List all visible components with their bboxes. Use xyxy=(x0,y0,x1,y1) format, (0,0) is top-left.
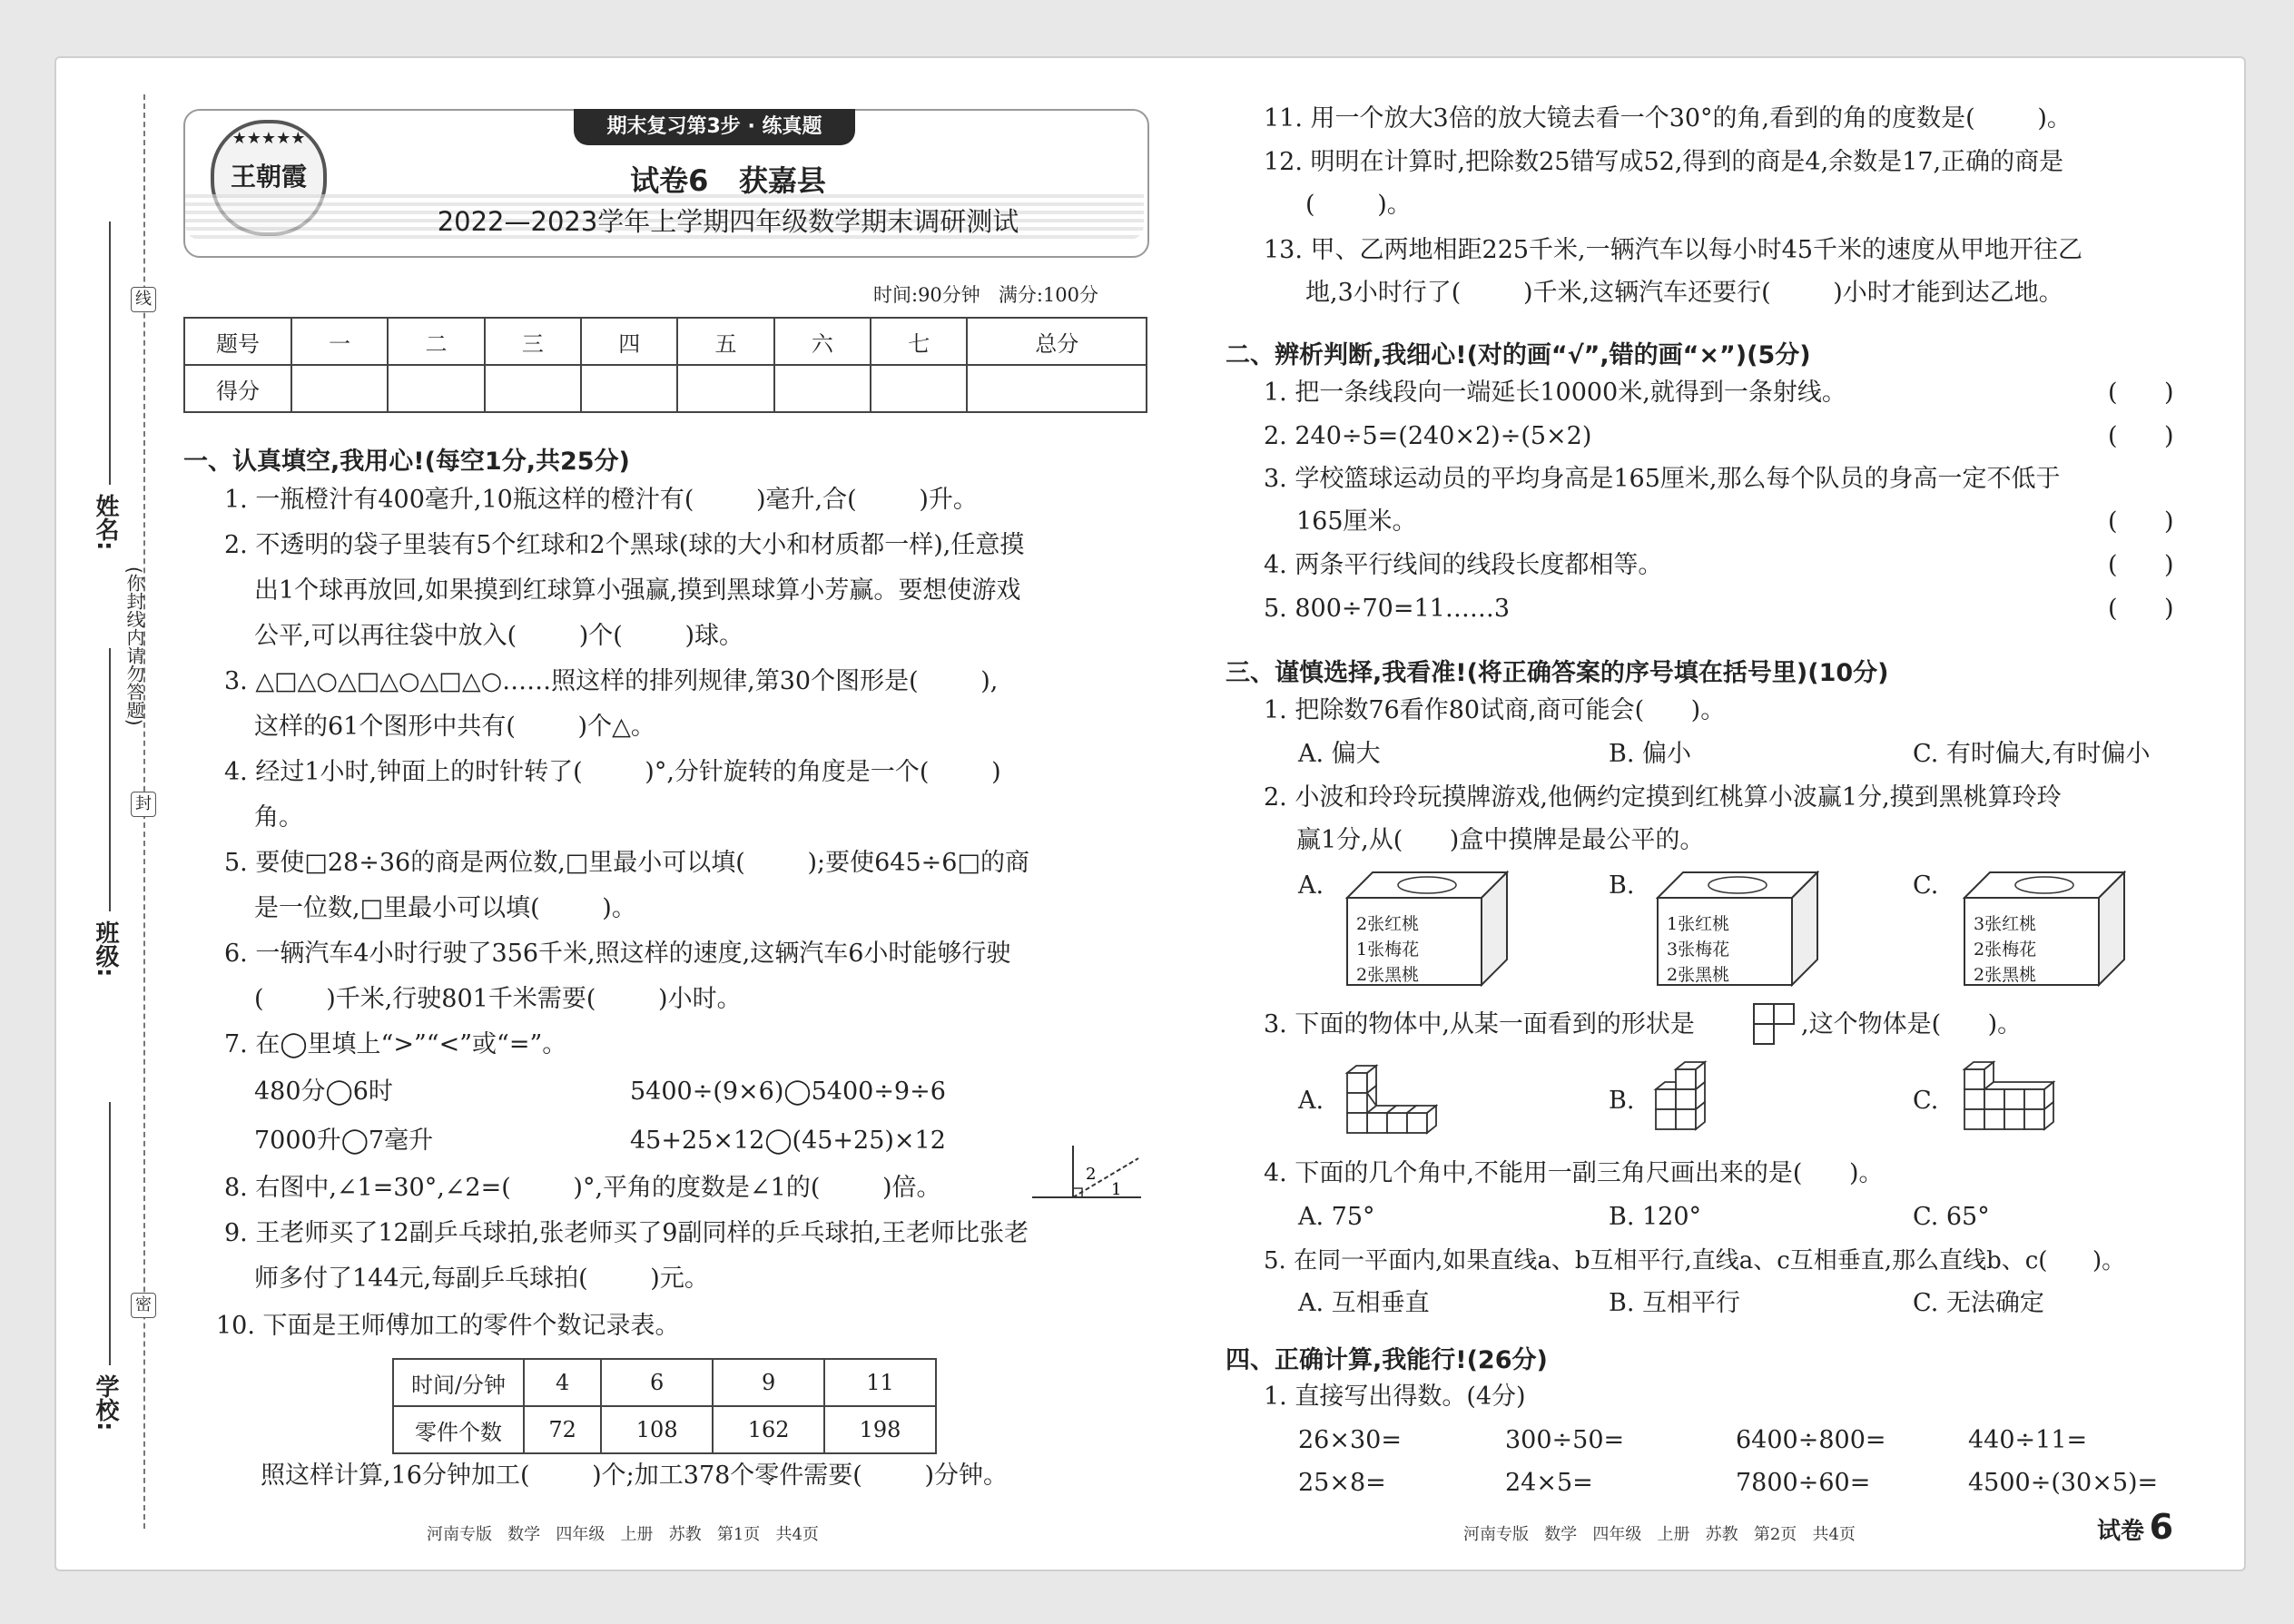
score-table xyxy=(183,317,1147,413)
record-cell: 162 xyxy=(713,1406,824,1453)
judge-answer-4[interactable]: ( ) xyxy=(2108,551,2174,579)
record-time-row xyxy=(393,1359,936,1406)
question-1-3b: 这样的61个图形中共有( )个△。 xyxy=(254,713,655,741)
section1-title: 一、认真填空,我用心!(每空1分,共25分) xyxy=(183,448,630,476)
score-input[interactable] xyxy=(677,365,773,412)
record-cell: 108 xyxy=(601,1406,713,1453)
binding-notice: (你封线内请勿答题) xyxy=(123,566,145,726)
choice-q2a: 2. 小波和玲玲玩摸牌游戏,他俩约定摸到红桃算小波赢1分,摸到黑桃算玲玲 xyxy=(1264,783,2062,812)
score-cell: 七 xyxy=(871,318,967,365)
score-cell: 五 xyxy=(677,318,773,365)
calc-item: 25×8= xyxy=(1298,1469,1386,1497)
question-1-10b: 照这样计算,16分钟加工( )个;加工378个零件需要( )分钟。 xyxy=(261,1462,1009,1490)
card-box-c xyxy=(1963,871,2126,987)
score-cell: 题号 xyxy=(184,318,291,365)
choice-q5-opt-c[interactable]: C. 无法确定 xyxy=(1913,1289,2044,1317)
cubes-option-b xyxy=(1647,1055,1728,1137)
view-shape-icon xyxy=(1752,1002,1797,1049)
question-1-2c: 公平,可以再往袋中放入( )个( )球。 xyxy=(254,622,744,650)
judge-item-2: 2. 240÷5=(240×2)÷(5×2) xyxy=(1264,422,1592,450)
choice-q1-opt-a[interactable]: A. 偏大 xyxy=(1298,740,1381,768)
angle-figure xyxy=(1028,1138,1146,1202)
section2-title: 二、辨析判断,我细心!(对的画“√”,错的画“×”)(5分) xyxy=(1226,341,1811,369)
compare-item-4: 45+25×12◯(45+25)×12 xyxy=(630,1127,946,1155)
seal-mark-seal: 封 xyxy=(131,792,156,817)
score-input[interactable] xyxy=(967,365,1147,412)
name-field-line[interactable] xyxy=(109,221,111,485)
question-1-2a: 2. 不透明的袋子里装有5个红球和2个黑球(球的大小和材质都一样),任意摸 xyxy=(224,531,1025,559)
card-box-a-line1: 2张红桃 xyxy=(1356,914,1420,934)
choice-q1: 1. 把除数76看作80试商,商可能会( )。 xyxy=(1264,696,1726,724)
question-1-11: 11. 用一个放大3倍的放大镜去看一个30°的角,看到的角的度数是( )。 xyxy=(1264,104,2072,133)
record-cell: 9 xyxy=(713,1359,824,1406)
judge-item-3b: 165厘米。 xyxy=(1296,507,1417,536)
calc-item: 7800÷60= xyxy=(1736,1469,1871,1497)
card-box-b xyxy=(1656,871,1819,987)
angle-label-1: 1 xyxy=(1111,1180,1122,1199)
record-cell: 72 xyxy=(524,1406,601,1453)
compare-item-3: 7000升◯7毫升 xyxy=(254,1127,434,1155)
question-1-9b: 师多付了144元,每副乒乓球拍( )元。 xyxy=(254,1265,709,1293)
school-field-line[interactable] xyxy=(109,1102,111,1365)
exam-sheet xyxy=(54,56,2246,1571)
question-1-3a: 3. △□△○△□△○△□△○……照这样的排列规律,第30个图形是( ), xyxy=(224,667,999,695)
choice-q5: 5. 在同一平面内,如果直线a、b互相平行,直线a、c互相垂直,那么直线b、c( )。 xyxy=(1264,1247,2126,1275)
score-cell: 三 xyxy=(485,318,581,365)
score-row-label: 得分 xyxy=(184,365,291,412)
paper-title: 试卷6 获嘉县 xyxy=(630,163,826,198)
score-input[interactable] xyxy=(291,365,388,412)
card-box-b-line3: 2张黑桃 xyxy=(1667,965,1730,985)
record-cell: 198 xyxy=(824,1406,936,1453)
compare-item-2: 5400÷(9×6)◯5400÷9÷6 xyxy=(630,1078,946,1106)
card-box-a-line2: 1张梅花 xyxy=(1356,940,1420,960)
choice-q4-opt-c[interactable]: C. 65° xyxy=(1913,1203,1990,1231)
question-1-6b: ( )千米,行驶801千米需要( )小时。 xyxy=(254,985,742,1013)
choice-q1-opt-b[interactable]: B. 偏小 xyxy=(1609,740,1692,768)
logo-stars: ★★★★★ xyxy=(231,129,306,148)
cubes-option-c xyxy=(1955,1057,2073,1138)
score-cell: 总分 xyxy=(967,318,1147,365)
record-cell: 4 xyxy=(524,1359,601,1406)
score-input[interactable] xyxy=(485,365,581,412)
footer-right: 河南专版 数学 四年级 上册 苏教 第2页 共4页 xyxy=(1463,1525,1856,1544)
question-1-12a: 12. 明明在计算时,把除数25错写成52,得到的商是4,余数是17,正确的商是 xyxy=(1264,148,2064,176)
choice-q4: 4. 下面的几个角中,不能用一副三角尺画出来的是( )。 xyxy=(1264,1159,1884,1187)
card-box-a-line3: 2张黑桃 xyxy=(1356,965,1420,985)
score-input[interactable] xyxy=(871,365,967,412)
cubes-option-a xyxy=(1338,1064,1438,1137)
judge-answer-2[interactable]: ( ) xyxy=(2108,422,2174,450)
calc-item: 4500÷(30×5)= xyxy=(1968,1469,2159,1497)
calc-item: 24×5= xyxy=(1505,1469,1593,1497)
question-1-1: 1. 一瓶橙汁有400毫升,10瓶这样的橙汁有( )毫升,合( )升。 xyxy=(224,486,978,514)
score-cell: 四 xyxy=(581,318,677,365)
question-1-10: 10. 下面是王师傅加工的零件个数记录表。 xyxy=(216,1312,680,1340)
score-cell: 六 xyxy=(774,318,871,365)
time-info: 时间:90分钟 满分:100分 xyxy=(873,284,1098,306)
class-field-line[interactable] xyxy=(109,648,111,911)
choice-q2-opt-c[interactable]: C. xyxy=(1913,871,1939,900)
calc-item: 300÷50= xyxy=(1505,1426,1625,1454)
school-label: 学校: xyxy=(92,1374,119,1432)
judge-item-3: 3. 学校篮球运动员的平均身高是165厘米,那么每个队员的身高一定不低于 xyxy=(1264,465,2061,493)
question-1-5a: 5. 要使□28÷36的商是两位数,□里最小可以填( );要使645÷6□的商 xyxy=(224,849,1029,877)
card-box-b-line1: 1张红桃 xyxy=(1667,914,1730,934)
question-1-4a: 4. 经过1小时,钟面上的时针转了( )°,分针旋转的角度是一个( ) xyxy=(224,758,1001,786)
judge-answer-5[interactable]: ( ) xyxy=(2108,595,2174,623)
choice-q2b: 赢1分,从( )盒中摸牌是最公平的。 xyxy=(1296,826,1705,854)
judge-item-1: 1. 把一条线段向一端延长10000米,就得到一条射线。 xyxy=(1264,379,1846,407)
angle-label-2: 2 xyxy=(1086,1165,1097,1184)
seal-mark-secret: 密 xyxy=(131,1293,156,1318)
section3-title: 三、谨慎选择,我看准!(将正确答案的序号填在括号里)(10分) xyxy=(1226,659,1889,687)
calc-item: 440÷11= xyxy=(1968,1426,2088,1454)
calc-q1: 1. 直接写出得数。(4分) xyxy=(1264,1383,1526,1411)
judge-item-4: 4. 两条平行线间的线段长度都相等。 xyxy=(1264,551,1663,579)
paper-badge-label: 试卷 xyxy=(2097,1518,2145,1545)
question-1-13a: 13. 甲、乙两地相距225千米,一辆汽车以每小时45千米的速度从甲地开往乙 xyxy=(1264,236,2082,264)
paper-badge-number: 6 xyxy=(2149,1507,2174,1547)
record-cell: 零件个数 xyxy=(393,1406,524,1453)
score-cell: 二 xyxy=(388,318,484,365)
score-table-header-row xyxy=(184,318,1147,365)
card-box-c-line2: 2张梅花 xyxy=(1974,940,2037,960)
choice-q4-opt-a[interactable]: A. 75° xyxy=(1298,1203,1375,1231)
header-banner: 期末复习第3步 · 练真题 xyxy=(574,109,855,145)
footer-left: 河南专版 数学 四年级 上册 苏教 第1页 共4页 xyxy=(427,1525,819,1544)
paper-badge xyxy=(2097,1507,2173,1547)
paper-subtitle: 2022—2023学年上学期四年级数学期末调研测试 xyxy=(437,206,1019,237)
judge-answer-3[interactable]: ( ) xyxy=(2108,507,2174,536)
choice-q4-opt-b[interactable]: B. 120° xyxy=(1609,1203,1702,1231)
name-label: 姓名: xyxy=(92,494,119,551)
calc-item: 6400÷800= xyxy=(1736,1426,1886,1454)
card-box-c-line1: 3张红桃 xyxy=(1974,914,2037,934)
class-label: 班级: xyxy=(92,920,119,978)
choice-q2-opt-a[interactable]: A. xyxy=(1298,871,1324,900)
record-cell: 11 xyxy=(824,1359,936,1406)
parts-record-table xyxy=(392,1358,937,1454)
choice-q3-opt-b[interactable]: B. xyxy=(1609,1087,1635,1115)
calc-item: 26×30= xyxy=(1298,1426,1402,1454)
question-1-12b: ( )。 xyxy=(1305,191,1412,219)
question-1-2b: 出1个球再放回,如果摸到红球算小强赢,摸到黑球算小芳赢。要想使游戏 xyxy=(254,576,1021,605)
judge-answer-1[interactable]: ( ) xyxy=(2108,379,2174,407)
card-box-c-line3: 2张黑桃 xyxy=(1974,965,2037,985)
choice-q1-opt-c[interactable]: C. 有时偏大,有时偏小 xyxy=(1913,740,2151,768)
record-cell: 时间/分钟 xyxy=(393,1359,524,1406)
score-input[interactable] xyxy=(774,365,871,412)
choice-q3-opt-c[interactable]: C. xyxy=(1913,1087,1939,1115)
record-count-row xyxy=(393,1406,936,1453)
question-1-9a: 9. 王老师买了12副乒乓球拍,张老师买了9副同样的乒乓球拍,王老师比张老 xyxy=(224,1219,1029,1247)
question-1-4b: 角。 xyxy=(254,803,303,832)
compare-item-1: 480分◯6时 xyxy=(254,1078,393,1106)
score-cell: 一 xyxy=(291,318,388,365)
score-input[interactable] xyxy=(388,365,484,412)
question-1-8: 8. 右图中,∠1=30°,∠2=( )°,平角的度数是∠1的( )倍。 xyxy=(224,1174,941,1202)
question-1-7: 7. 在◯里填上“>”“<”或“=”。 xyxy=(224,1030,567,1058)
choice-q5-opt-a[interactable]: A. 互相垂直 xyxy=(1298,1289,1430,1317)
angle-slant-ray xyxy=(1073,1158,1138,1197)
choice-q3a: 3. 下面的物体中,从某一面看到的形状是 xyxy=(1264,1010,1695,1038)
question-1-6a: 6. 一辆汽车4小时行驶了356千米,照这样的速度,这辆汽车6小时能够行驶 xyxy=(224,940,1011,968)
section4-title: 四、正确计算,我能行!(26分) xyxy=(1226,1346,1548,1374)
card-box-b-line2: 3张梅花 xyxy=(1667,940,1730,960)
score-table-score-row xyxy=(184,365,1147,412)
question-1-13b: 地,3小时行了( )千米,这辆汽车还要行( )小时才能到达乙地。 xyxy=(1305,279,2063,307)
judge-item-5: 5. 800÷70=11……3 xyxy=(1264,595,1511,623)
record-cell: 6 xyxy=(601,1359,713,1406)
choice-q2-opt-b[interactable]: B. xyxy=(1609,871,1635,900)
seal-mark-line: 线 xyxy=(131,287,156,312)
card-box-a xyxy=(1345,871,1509,987)
choice-q3b: ,这个物体是( )。 xyxy=(1801,1010,2023,1038)
choice-q5-opt-b[interactable]: B. 互相平行 xyxy=(1609,1289,1741,1317)
question-1-5b: 是一位数,□里最小可以填( )。 xyxy=(254,894,636,922)
choice-q3-opt-a[interactable]: A. xyxy=(1298,1087,1324,1115)
logo-text: 王朝霞 xyxy=(230,162,307,192)
score-input[interactable] xyxy=(581,365,677,412)
